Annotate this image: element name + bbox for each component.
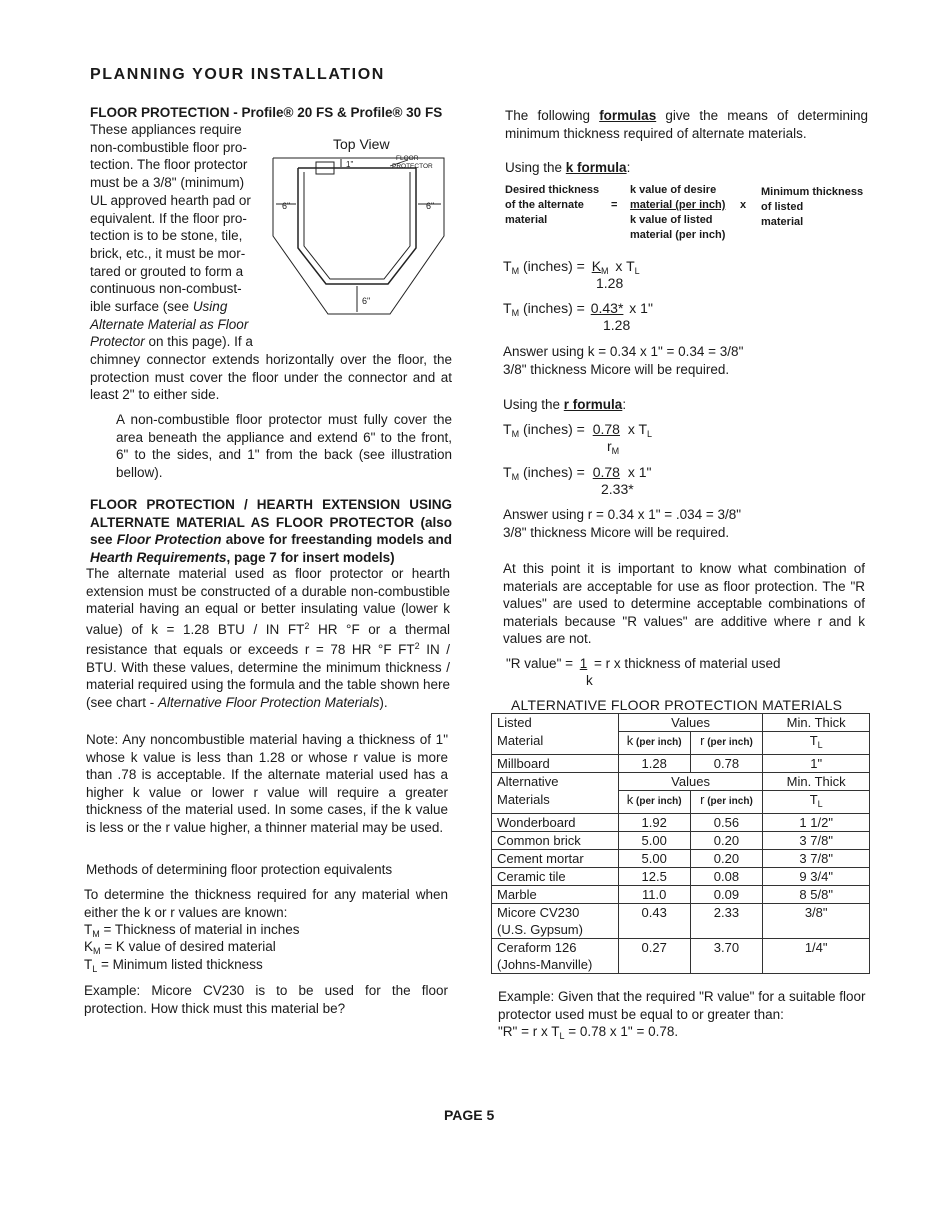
table-cell: 9 3/4": [763, 868, 870, 886]
diagram-label-front: 6": [362, 296, 371, 306]
table-cell: Ceraform 126 (Johns-Manville): [492, 939, 619, 974]
example-right: Example: Given that the required "R value" for a suitable floor protector used must be equal to or greater than: "R" = r x $T_L = 0.78$ x 1" = 0.78.: [498, 989, 866, 1041]
table-cell: 3.70: [690, 939, 763, 974]
table-caption: ALTERNATIVE FLOOR PROTECTION MATERIALS: [511, 697, 843, 713]
table-cell: Millboard: [492, 755, 619, 773]
table-cell: 5.00: [618, 850, 690, 868]
table-cell: Alternative: [492, 773, 619, 791]
floor-protection-para2: A non-combustible floor protector must fully cover the area beneath the appliance and extend 6" to the front, 6" to the sides, and 1" from the back (see illustration bellow).: [116, 412, 452, 480]
diagram-label-floor: FLOOR: [396, 155, 419, 162]
table-row: [492, 886, 870, 904]
table-cell: 0.56: [690, 814, 763, 832]
diagram-label-left: 6": [282, 201, 291, 211]
k-equation-2-den: 1.28: [603, 317, 631, 333]
r-value-den: k: [586, 673, 593, 688]
answer-r: Answer using r = 0.34 x 1" = .034 = 3/8" 3/8" thickness Micore will be required.: [503, 507, 742, 540]
page-heading: PLANNING YOUR INSTALLATION: [90, 66, 385, 83]
formulas-intro: The following formulas give the means of determining minimum thickness required of alternate materials.: [505, 108, 869, 141]
table-cell: 0.78: [690, 755, 763, 773]
table-cell: 0.20: [690, 850, 763, 868]
table-cell: k (per inch): [618, 732, 690, 755]
table-cell: 1/4": [763, 939, 870, 974]
table-cell: 0.08: [690, 868, 763, 886]
diagram-label-back: 1": [346, 160, 354, 169]
k-formula-col2: k value of desire material (per inch) k value of listed material (per inch): [630, 184, 726, 241]
table-cell: Ceramic tile: [492, 868, 619, 886]
diagram-label-protector: PROTECTOR: [392, 163, 433, 170]
definition-tm: $T_M$ = Thickness of material in inches: [84, 922, 300, 939]
table-cell: k (per inch): [618, 791, 690, 814]
table-cell: 11.0: [618, 886, 690, 904]
table-cell: 1": [763, 755, 870, 773]
important-para: At this point it is important to know what combination of materials are acceptable for use as floor protection. The "R values" are used to determine acceptable combinations of materials because "R values" are additive where r and k values are not.: [503, 561, 865, 646]
definition-tl: $T_L$ = Minimum listed thickness: [84, 957, 263, 974]
table-cell: Values: [618, 773, 763, 791]
table-cell: Material: [492, 732, 619, 755]
r-equation-2-den: 2.33*: [601, 481, 634, 497]
table-cell: 3 7/8": [763, 832, 870, 850]
table-cell: Values: [618, 714, 763, 732]
table-cell: 2.33: [690, 904, 763, 939]
table-cell: 12.5: [618, 868, 690, 886]
r-equation-1-den: $r_M$: [607, 438, 620, 456]
floor-protection-para1: These appliances require non-combustible floor pro- tection. The floor protector must be a 3/8" (minimum) UL approved hearth pad or equivalent. If the floor pro- tection is to be stone, tile, brick, etc., it must be mor- tared or grouted to form a continuous non-combust- ible surface (see Using Alternate Material as Floor Protector on this page). If a: [90, 122, 253, 350]
table-cell: Marble: [492, 886, 619, 904]
r-equation-1: $T_M$ (inches) = 0.78 x $T_L$: [503, 421, 653, 439]
diagram-label-right: 6": [426, 201, 435, 211]
methods-text: Methods of determining floor protection equivalents: [86, 862, 393, 877]
k-formula-x: x: [740, 199, 747, 211]
alternate-material-title: FLOOR PROTECTION / HEARTH EXTENSION USING ALTERNATE MATERIAL AS FLOOR PROTECTOR (also see Floor Protection above for freestanding models and Hearth Requirements, page 7 for insert models): [90, 497, 453, 565]
floor-protection-title: FLOOR PROTECTION - Profile® 20 FS & Profile® 30 FS: [90, 105, 443, 120]
k-formula-col3: Minimum thickness of listed material: [761, 186, 864, 228]
table-row: [492, 939, 870, 974]
table-cell: $T_L$: [763, 732, 870, 755]
table-row: [492, 904, 870, 939]
table-row: [492, 850, 870, 868]
alternate-material-para: The alternate material used as floor protector or hearth extension must be constructed of a durable non-combustible material having an equal or better insulating value (lower k value) of k = 1.28 BTU / IN $FT^2$ HR °F or a thermal resistance that equals or exceeds r = 78 HR °F $FT^2$ IN / BTU. With these values, determine the minimum thickness / material required using the formula and the table shown here (see chart - Alternative Floor Protection Materials).: [86, 566, 450, 710]
table-row: [492, 868, 870, 886]
determine-text: To determine the thickness required for any material when either the k or r values are known:: [84, 887, 448, 920]
table-cell: 5.00: [618, 832, 690, 850]
table-cell: Listed: [492, 714, 619, 732]
table-cell: Micore CV230 (U.S. Gypsum): [492, 904, 619, 939]
definition-km: $K_M = K$ value of desired material: [84, 939, 276, 956]
k-equation-1: $T_M$ (inches) = $K_M$ x $T_L$: [503, 258, 640, 276]
diagram-title: Top View: [333, 136, 390, 152]
table-row: [492, 814, 870, 832]
floor-protection-para1-rest: chimney connector extends horizontally over the floor, the protection must cover the floor under the connector and at least 2" to either side.: [90, 352, 452, 402]
r-value-formula: "R value" = 1 = r x thickness of material used: [506, 656, 781, 671]
k-formula-eq: =: [611, 199, 618, 211]
table-row: [492, 773, 870, 791]
r-equation-2: $T_M$ (inches) = 0.78 x 1": [503, 464, 652, 482]
table-row: [492, 832, 870, 850]
table-row: [492, 791, 870, 814]
using-k-formula: Using the k formula:: [505, 160, 631, 175]
table-cell: 1.92: [618, 814, 690, 832]
using-r-formula: Using the r formula:: [503, 397, 627, 412]
table-cell: 8 5/8": [763, 886, 870, 904]
table-cell: Common brick: [492, 832, 619, 850]
k-equation-2: $T_M$ (inches) = 0.43* x 1": [503, 300, 653, 318]
table-cell: Materials: [492, 791, 619, 814]
k-equation-1-den: 1.28: [596, 275, 624, 291]
table-row: [492, 732, 870, 755]
table-cell: Wonderboard: [492, 814, 619, 832]
k-formula-col1: Desired thickness of the alternate material: [505, 184, 600, 226]
table-cell: $T_L$: [763, 791, 870, 814]
materials-table: [491, 713, 870, 974]
note-para: Note: Any noncombustible material having a thickness of 1" whose k value is less than 1.28 or whose r value is more than .78 is acceptable. If the alternate material used has a higher k value or lower r value will require a greater thickness of the material used. In some cases, if the k value is less or the r value higher, a thinner material may be used.: [86, 732, 448, 835]
table-cell: 0.27: [618, 939, 690, 974]
table-row: [492, 755, 870, 773]
table-cell: r (per inch): [690, 791, 763, 814]
table-row: [492, 714, 870, 732]
table-cell: Min. Thick: [763, 714, 870, 732]
table-cell: Cement mortar: [492, 850, 619, 868]
example-left: Example: Micore CV230 is to be used for the floor protection. How thick must this material be?: [84, 983, 448, 1016]
table-cell: Min. Thick: [763, 773, 870, 791]
answer-k: Answer using k = 0.34 x 1" = 0.34 = 3/8" 3/8" thickness Micore will be required.: [503, 344, 744, 377]
top-view-diagram: [268, 136, 450, 321]
table-cell: 0.20: [690, 832, 763, 850]
table-cell: 0.09: [690, 886, 763, 904]
table-cell: 3/8": [763, 904, 870, 939]
page-number: PAGE 5: [444, 1107, 495, 1123]
table-cell: 1.28: [618, 755, 690, 773]
table-cell: 0.43: [618, 904, 690, 939]
table-cell: 3 7/8": [763, 850, 870, 868]
table-cell: r (per inch): [690, 732, 763, 755]
table-cell: 1 1/2": [763, 814, 870, 832]
